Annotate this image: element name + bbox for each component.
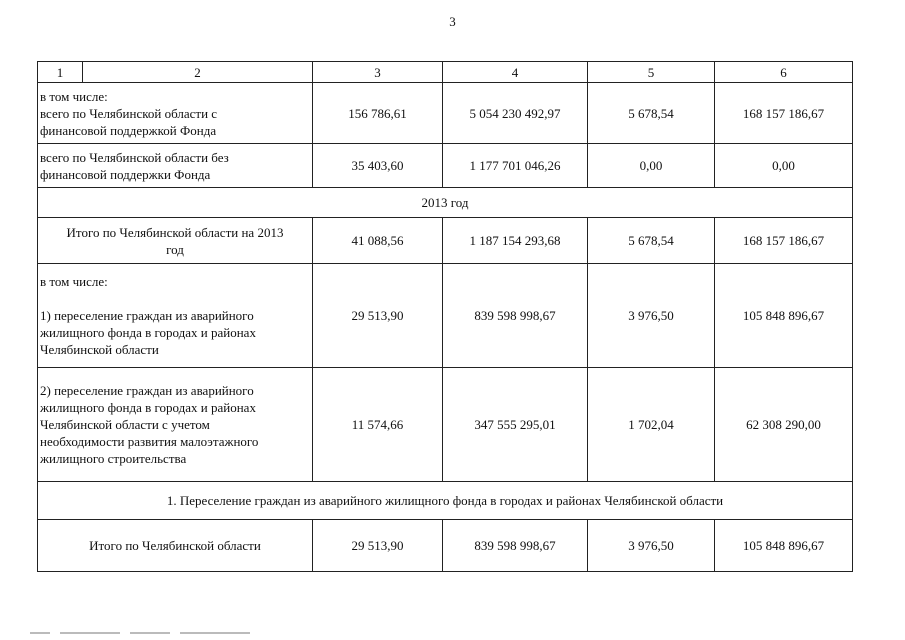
cell-value: 168 157 186,67 <box>715 218 853 264</box>
column-number: 1 <box>38 62 83 83</box>
page-number: 3 <box>449 14 456 29</box>
cell-value: 347 555 295,01 <box>443 368 588 482</box>
cell-value: 11 574,66 <box>313 368 443 482</box>
cell-value: 168 157 186,67 <box>715 83 853 144</box>
cell-value: 5 678,54 <box>588 83 715 144</box>
cell-value: 41 088,56 <box>313 218 443 264</box>
table-row <box>38 83 853 144</box>
cell-value: 29 513,90 <box>313 520 443 572</box>
cell-value: 35 403,60 <box>313 144 443 188</box>
year-header: 2013 год <box>38 188 853 218</box>
column-number: 3 <box>313 62 443 83</box>
scan-artifact <box>180 632 250 634</box>
cell-value: 3 976,50 <box>588 520 715 572</box>
column-number: 5 <box>588 62 715 83</box>
row-label: 2) переселение граждан из аварийного жилищного фонда в городах и районах Челябинской области с учетом необходимости развития малоэтажного жилищного строительства <box>38 368 313 482</box>
cell-value: 105 848 896,67 <box>715 520 853 572</box>
cell-value: 62 308 290,00 <box>715 368 853 482</box>
cell-value: 1 702,04 <box>588 368 715 482</box>
table-row <box>38 368 853 482</box>
scan-artifact <box>60 632 120 634</box>
table-row <box>38 218 853 264</box>
row-label: в том числе: 1) переселение граждан из аварийного жилищного фонда в городах и районах Челябинской области <box>38 264 313 368</box>
section-header: 1. Переселение граждан из аварийного жилищного фонда в городах и районах Челябинской области <box>38 482 853 520</box>
section-header-row <box>38 482 853 520</box>
cell-value: 1 177 701 046,26 <box>443 144 588 188</box>
column-number-row <box>38 62 853 83</box>
table-row <box>38 520 853 572</box>
cell-value: 3 976,50 <box>588 264 715 368</box>
table-row <box>38 264 853 368</box>
row-label: всего по Челябинской области без финансовой поддержки Фонда <box>38 144 313 188</box>
cell-value: 0,00 <box>715 144 853 188</box>
cell-value: 1 187 154 293,68 <box>443 218 588 264</box>
data-table <box>37 61 853 572</box>
column-number: 4 <box>443 62 588 83</box>
column-number: 2 <box>83 62 313 83</box>
cell-value: 105 848 896,67 <box>715 264 853 368</box>
cell-value: 839 598 998,67 <box>443 264 588 368</box>
cell-value: 0,00 <box>588 144 715 188</box>
table-row <box>38 144 853 188</box>
column-number: 6 <box>715 62 853 83</box>
cell-value: 156 786,61 <box>313 83 443 144</box>
cell-value: 29 513,90 <box>313 264 443 368</box>
scan-artifact <box>130 632 170 634</box>
row-label: в том числе: всего по Челябинской области с финансовой поддержкой Фонда <box>38 83 313 144</box>
row-label: Итого по Челябинской области <box>38 520 313 572</box>
cell-value: 5 678,54 <box>588 218 715 264</box>
cell-value: 839 598 998,67 <box>443 520 588 572</box>
year-header-row <box>38 188 853 218</box>
cell-value: 5 054 230 492,97 <box>443 83 588 144</box>
row-label: Итого по Челябинской области на 2013 год <box>38 218 313 264</box>
scan-artifact <box>30 632 50 634</box>
